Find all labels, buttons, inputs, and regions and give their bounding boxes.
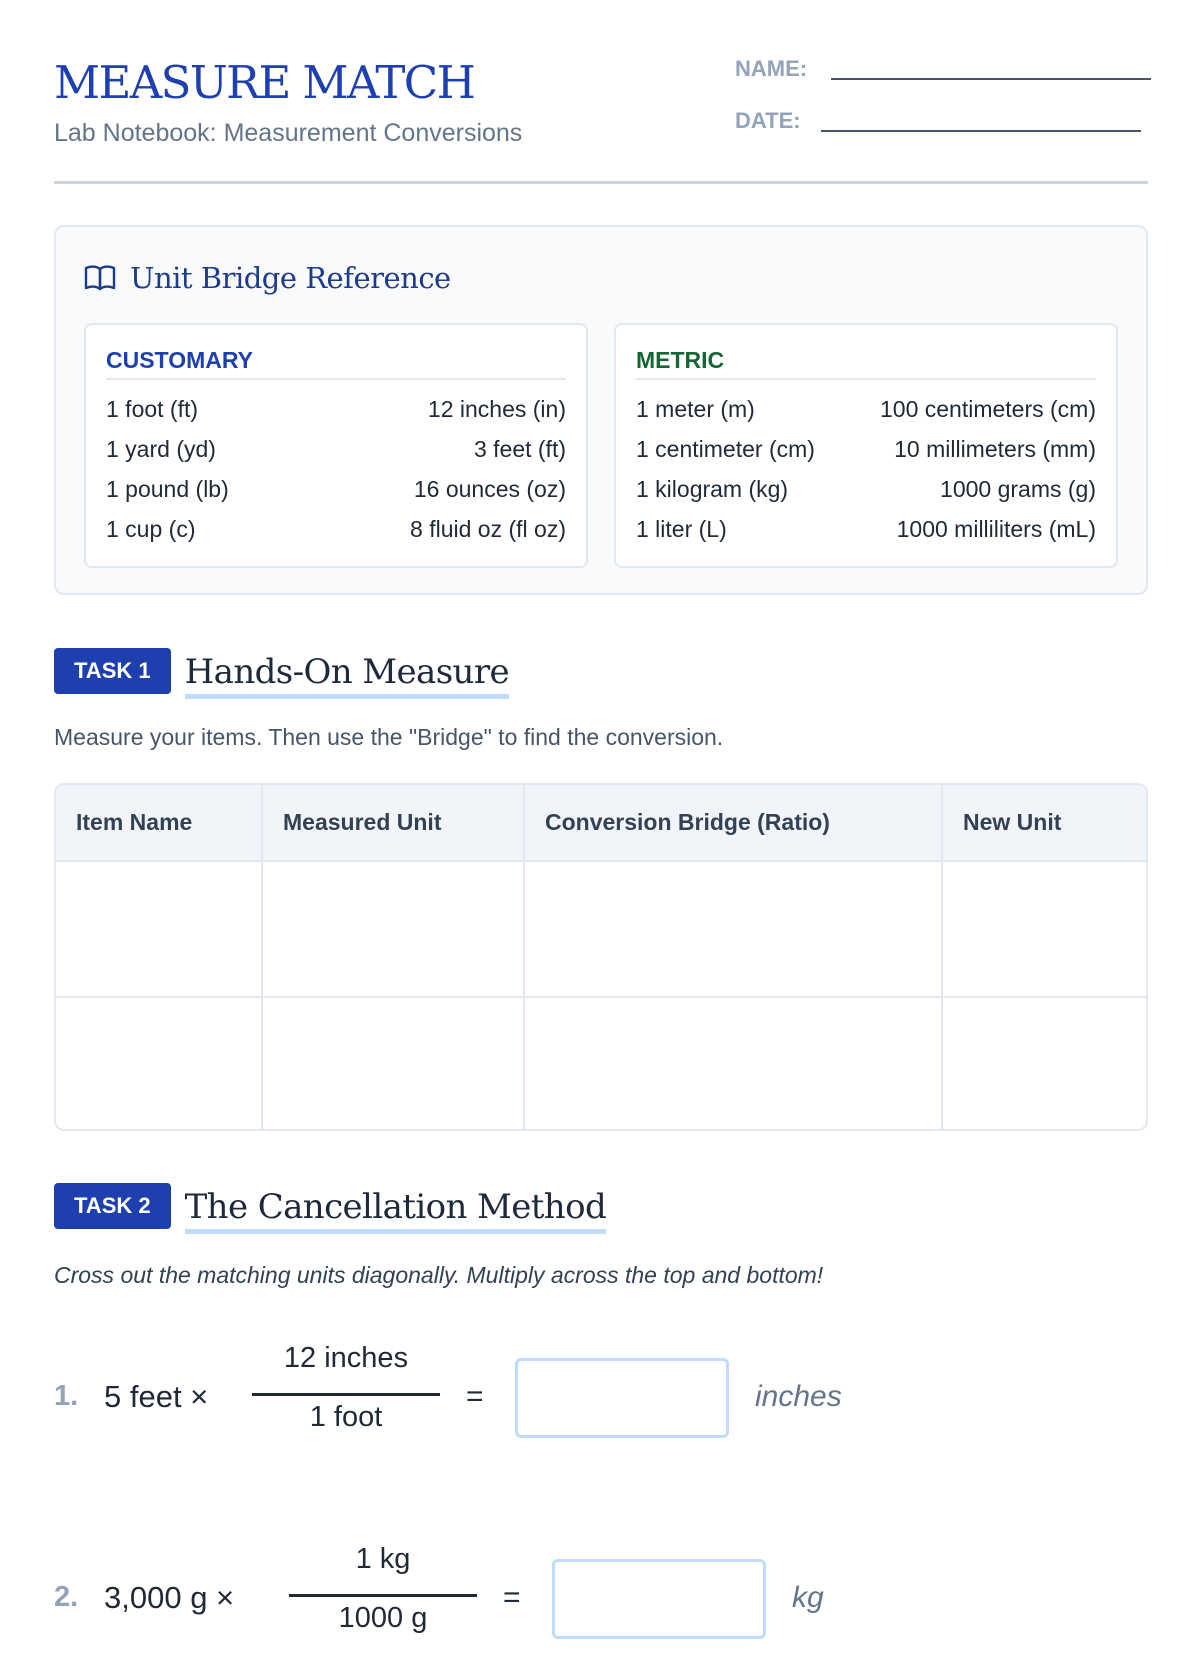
fraction-bar — [252, 1393, 440, 1396]
col-conversion-bridge: Conversion Bridge (Ratio) — [524, 785, 942, 861]
ref-equals: 10 millimeters (mm) — [894, 436, 1096, 462]
problem-number: 2. — [54, 1581, 79, 1613]
ref-row — [636, 393, 1096, 433]
ref-unit: 1 foot (ft) — [106, 396, 199, 422]
customary-heading: CUSTOMARY — [106, 347, 566, 380]
ref-row — [106, 393, 566, 433]
name-label: NAME: — [735, 56, 808, 81]
problem-number: 1. — [54, 1380, 79, 1412]
problem-2 — [54, 1536, 954, 1656]
ref-equals: 12 inches (in) — [427, 396, 566, 422]
table-row — [56, 861, 1146, 997]
answer-box[interactable] — [552, 1559, 766, 1639]
problem-1 — [54, 1335, 954, 1455]
ref-unit: 1 pound (lb) — [106, 476, 229, 502]
customary-card — [84, 323, 588, 568]
col-item-name: Item Name — [56, 785, 262, 861]
ref-row — [636, 473, 1096, 513]
ref-equals: 16 ounces (oz) — [413, 476, 566, 502]
metric-card — [614, 323, 1118, 568]
equals-sign: = — [503, 1581, 521, 1614]
ref-unit: 1 liter (L) — [636, 516, 727, 542]
ref-row — [106, 433, 566, 473]
fraction-numerator: 12 inches — [283, 1342, 409, 1374]
table-cell[interactable] — [262, 861, 524, 997]
reference-title-text: Unit Bridge Reference — [130, 261, 451, 295]
fraction-bar — [289, 1594, 477, 1597]
ref-row — [636, 513, 1096, 553]
col-new-unit: New Unit — [942, 785, 1146, 861]
table-cell[interactable] — [524, 861, 942, 997]
answer-unit: kg — [792, 1581, 824, 1614]
table-cell[interactable] — [56, 997, 262, 1131]
ref-equals: 1000 grams (g) — [940, 476, 1096, 502]
problem-given: 3,000 g × — [104, 1580, 235, 1615]
task2-instructions: Cross out the matching units diagonally. Multiply across the top and bottom! — [54, 1262, 824, 1288]
ref-equals: 1000 milliliters (mL) — [896, 516, 1096, 542]
measurement-table — [54, 783, 1148, 1131]
table-cell[interactable] — [262, 997, 524, 1131]
ref-unit: 1 kilogram (kg) — [636, 476, 789, 502]
header-divider — [54, 181, 1148, 184]
reference-title — [84, 261, 451, 295]
task1-title: Hands-On Measure — [185, 650, 509, 699]
ref-equals: 100 centimeters (cm) — [879, 396, 1096, 422]
worksheet-page — [54, 0, 1148, 1634]
answer-unit: inches — [755, 1380, 842, 1413]
date-line[interactable] — [821, 130, 1141, 132]
ref-equals: 8 fluid oz (fl oz) — [410, 516, 566, 542]
date-field[interactable] — [735, 108, 1141, 134]
open-book-icon — [84, 264, 116, 292]
table-row — [56, 997, 1146, 1131]
metric-heading: METRIC — [636, 347, 1096, 380]
page-title: MEASURE MATCH — [54, 56, 475, 109]
table-cell[interactable] — [56, 861, 262, 997]
task2-badge: TASK 2 — [54, 1183, 171, 1229]
date-label: DATE: — [735, 108, 801, 133]
ref-unit: 1 yard (yd) — [106, 436, 216, 462]
task2-title: The Cancellation Method — [185, 1185, 607, 1234]
ref-unit: 1 centimeter (cm) — [636, 436, 815, 462]
name-field[interactable] — [735, 56, 1151, 82]
answer-box[interactable] — [515, 1358, 729, 1438]
problem-given: 5 feet × — [104, 1379, 209, 1414]
ref-row — [106, 513, 566, 553]
table-cell[interactable] — [942, 997, 1146, 1131]
col-measured-unit: Measured Unit — [262, 785, 524, 861]
task2-header — [54, 1183, 606, 1234]
task1-header — [54, 648, 509, 699]
fraction-denominator: 1000 g — [338, 1602, 428, 1634]
ref-row — [636, 433, 1096, 473]
page-subtitle: Lab Notebook: Measurement Conversions — [54, 119, 523, 147]
name-line[interactable] — [831, 78, 1151, 80]
unit-bridge-reference — [54, 225, 1148, 595]
equals-sign: = — [466, 1380, 484, 1413]
table-cell[interactable] — [942, 861, 1146, 997]
fraction-denominator: 1 foot — [309, 1401, 383, 1433]
table-header-row — [56, 785, 1146, 861]
task1-badge: TASK 1 — [54, 648, 171, 694]
table-cell[interactable] — [524, 997, 942, 1131]
ref-equals: 3 feet (ft) — [473, 436, 566, 462]
task1-instructions: Measure your items. Then use the "Bridge" to find the conversion. — [54, 724, 724, 750]
fraction-numerator: 1 kg — [355, 1543, 411, 1575]
ref-unit: 1 meter (m) — [636, 396, 755, 422]
ref-row — [106, 473, 566, 513]
ref-unit: 1 cup (c) — [106, 516, 196, 542]
